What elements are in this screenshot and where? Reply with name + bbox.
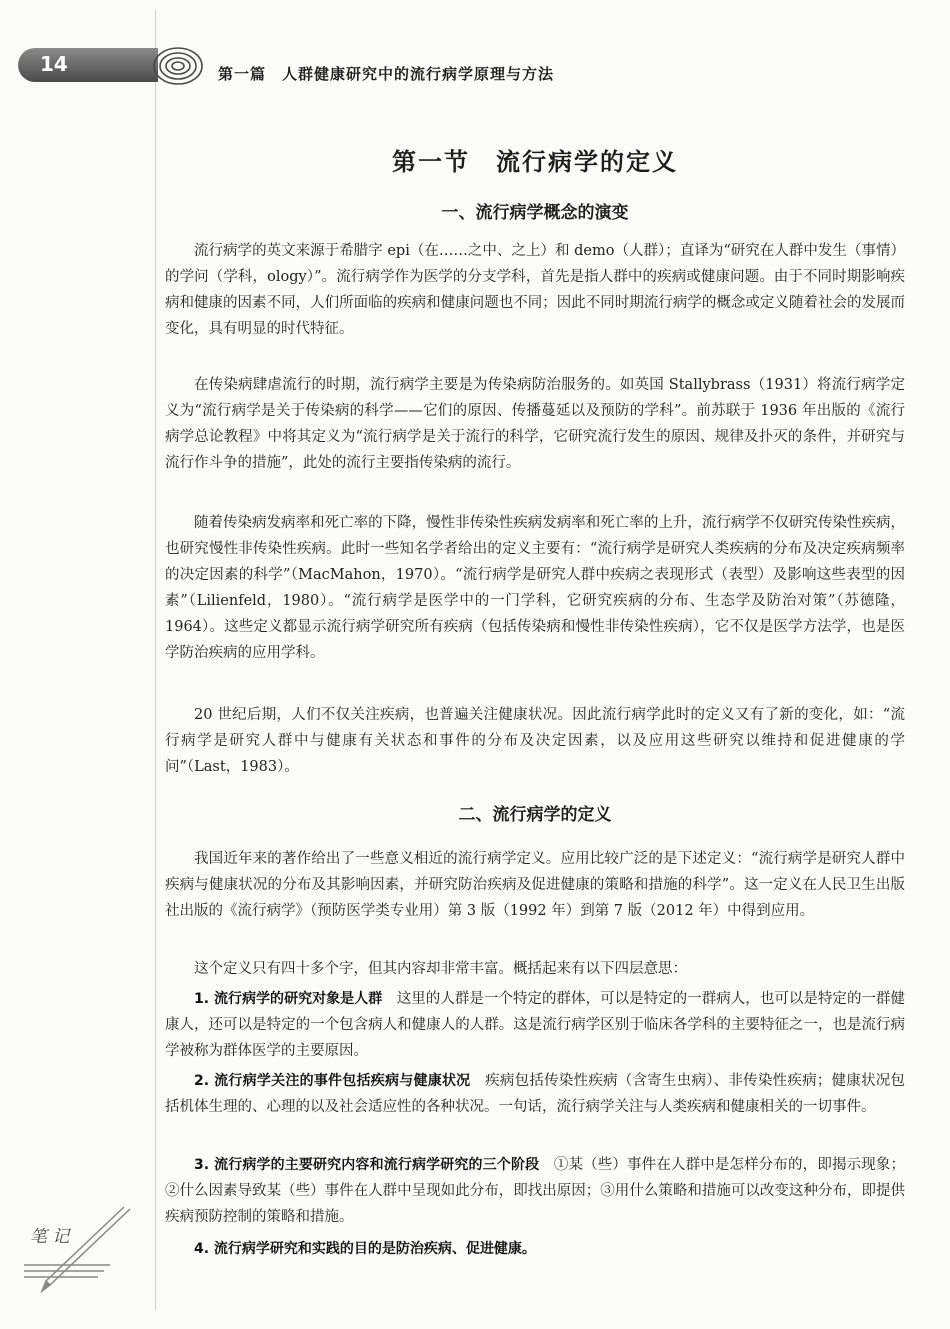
spiral-logo-icon — [150, 44, 206, 88]
running-header: 第一篇 人群健康研究中的流行病学原理与方法 — [218, 65, 555, 83]
pen-icon — [20, 1205, 135, 1295]
list-item-head: 2. 流行病学关注的事件包括疾病与健康状况 — [194, 1073, 471, 1089]
paragraph-6: 这个定义只有四十多个字，但其内容却非常丰富。概括起来有以下四层意思： — [194, 961, 687, 977]
page-number: 14 — [40, 52, 68, 76]
subsection-title-2: 二、流行病学的定义 — [458, 805, 612, 825]
section-title: 第一节 流行病学的定义 — [392, 148, 678, 176]
page-tab — [18, 48, 158, 82]
paragraph-2: 在传染病肆虐流行的时期，流行病学主要是为传染病防治服务的。如英国 Stallybrass（1931）将流行病学定义为“流行病学是关于传染病的科学——它们的原因、传播蔓延以及预防的学科”。前苏联于 1936 年出版的《流行病学总论教程》中将其定义为“流行病学是关于流行的科学，它研究流行发生的原因、规律及扑灭的条件，并研究与流行作斗争的措施”，此处的流行主要指传染病的流行。 — [165, 377, 905, 471]
list-item — [165, 1152, 905, 1230]
margin-rule — [155, 10, 156, 1310]
paragraph-5: 我国近年来的著作给出了一些意义相近的流行病学定义。应用比较广泛的是下述定义：“流行病学是研究人群中疾病与健康状况的分布及其影响因素，并研究防治疾病及促进健康的策略和措施的科学”。这一定义在人民卫生出版社出版的《流行病学》（预防医学类专业用）第 3 版（1992 年）到第 7 版（2012 年）中得到应用。 — [165, 851, 905, 919]
list-item — [165, 1068, 905, 1120]
paragraph-4: 20 世纪后期，人们不仅关注疾病，也普遍关注健康状况。因此流行病学此时的定义又有了新的变化，如：“流行病学是研究人群中与健康有关状态和事件的分布及决定因素，以及应用这些研究以维持和促进健康的学问”（Last，1983）。 — [165, 707, 905, 775]
paragraph-3: 随着传染病发病率和死亡率的下降，慢性非传染性疾病发病率和死亡率的上升，流行病学不仅研究传染性疾病，也研究慢性非传染性疾病。此时一些知名学者给出的定义主要有：“流行病学是研究人类疾病的分布及决定疾病频率的决定因素的科学”（MacMahon，1970）。“流行病学是研究人群中疾病之表现形式（表型）及影响这些表型的因素”（Lilienfeld，1980）。“流行病学是医学中的一门学科，它研究疾病的分布、生态学及防治对策”（苏德隆，1964）。这些定义都显示流行病学研究所有疾病（包括传染病和慢性非传染性疾病），它不仅是医学方法学，也是医学防治疾病的应用学科。 — [165, 515, 905, 661]
list-item — [165, 986, 905, 1064]
list-item-body: 疾病包括传染性疾病（含寄生虫病）、非传染性疾病；健康状况包括机体生理的、心理的以及社会适应性的各种状况。一句话，流行病学关注与人类疾病和健康相关的一切事件。 — [165, 1073, 906, 1115]
margin-note-label: 笔 记 — [30, 1227, 70, 1247]
list-item-body: ①某（些）事件在人群中是怎样分布的，即揭示现象；②什么因素导致某（些）事件在人群中呈现如此分布，即找出原因；③用什么策略和措施可以改变这种分布，即提供疾病预防控制的策略和措施。 — [165, 1157, 906, 1225]
list-item-head: 3. 流行病学的主要研究内容和流行病学研究的三个阶段 — [194, 1157, 540, 1173]
subsection-title-1: 一、流行病学概念的演变 — [441, 203, 629, 223]
list-item-head: 4. 流行病学研究和实践的目的是防治疾病、促进健康。 — [194, 1241, 536, 1257]
paragraph-1: 流行病学的英文来源于希腊字 epi（在……之中、之上）和 demo（人群）；直译为“研究在人群中发生（事情）的学问（学科，ology）”。流行病学作为医学的分支学科，首先是指人群中的疾病或健康问题。由于不同时期影响疾病和健康的因素不同，人们所面临的疾病和健康问题也不同；因此不同时期流行病学的概念或定义随着社会的发展而变化，具有明显的时代特征。 — [165, 243, 905, 337]
list-item-body: 这里的人群是一个特定的群体，可以是特定的一群病人，也可以是特定的一群健康人，还可以是特定的一个包含病人和健康人的人群。这是流行病学区别于临床各学科的主要特征之一，也是流行病学被称为群体医学的主要原因。 — [165, 991, 906, 1059]
list-item — [165, 1236, 905, 1262]
list-item-head: 1. 流行病学的研究对象是人群 — [194, 991, 383, 1007]
